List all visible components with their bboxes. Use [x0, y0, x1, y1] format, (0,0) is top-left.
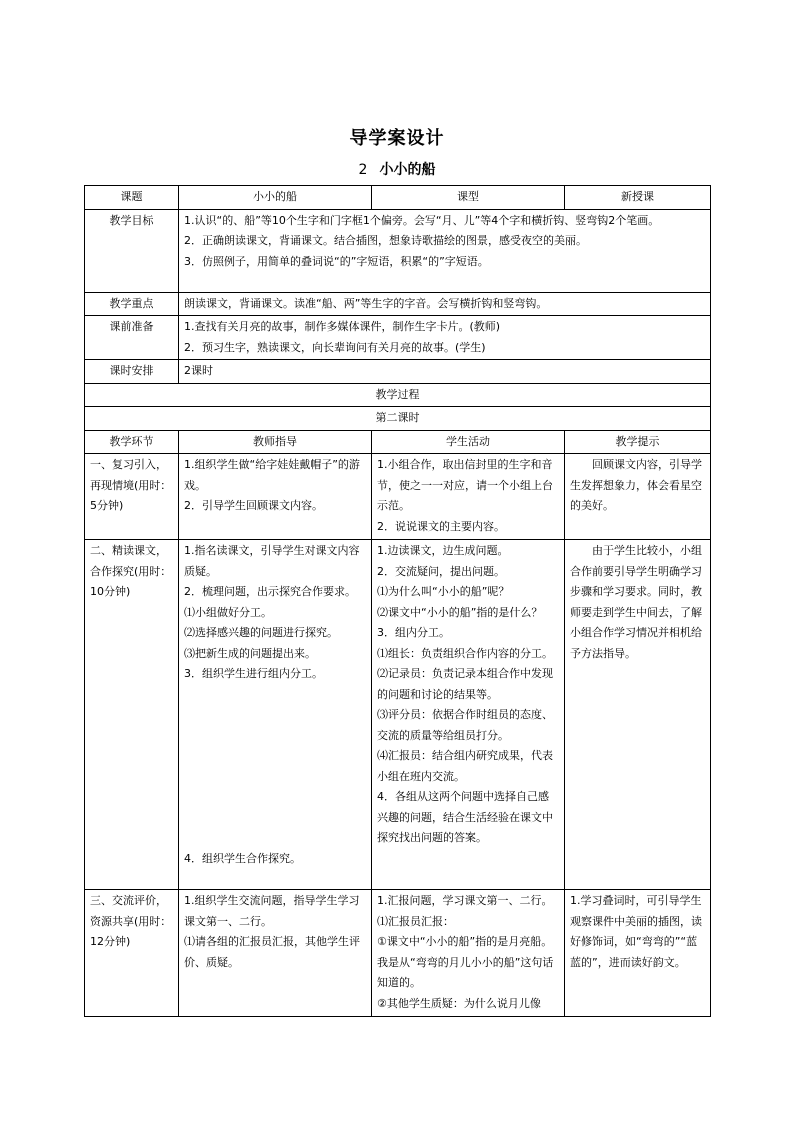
period-row [85, 407, 711, 431]
lesson-heading [0, 159, 794, 179]
goal-item: 3．仿照例子，用简单的叠词说“的”字短语，积累“的”字短语。 [184, 254, 489, 268]
student-cell [372, 890, 565, 1017]
process-title-row [85, 383, 711, 407]
teacher-item: 4．组织学生合作探究。 [184, 851, 301, 865]
student-item: 4．各组从这两个问题中选择自己感兴趣的问题，结合生活经验在课文中探究找出问题的答案。 [377, 790, 553, 844]
teacher-item: ⑴请各组的汇报员汇报，其他学生评价、质疑。 [184, 935, 360, 969]
student-item: ⑴汇报员汇报： [377, 914, 454, 928]
student-item: ⑵课文中“小小的船”指的是什么？ [377, 605, 543, 619]
prep-cell [179, 316, 711, 360]
student-item: ②其他学生质疑：为什么说月儿像 [377, 996, 541, 1010]
teacher-item: ⑶把新生成的问题提出来。 [184, 646, 316, 660]
stage-row-explore [85, 540, 711, 890]
spacer [184, 767, 366, 849]
stage-row-share [85, 890, 711, 1017]
process-header-row [85, 430, 711, 454]
student-item: 2．说说课文的主要内容。 [377, 519, 505, 533]
lesson-number: 2 [358, 162, 368, 178]
student-cell [372, 540, 565, 890]
teacher-cell [179, 540, 372, 890]
type-value: 新授课 [565, 186, 711, 210]
stage-label: 三、交流评价，资源共享(用时：12分钟) [85, 890, 179, 1017]
lesson-plan-table [84, 185, 711, 1017]
goals-label: 教学目标 [85, 209, 179, 292]
topic-value: 小小的船 [179, 186, 372, 210]
teacher-item: ⑵选择感兴趣的问题进行探究。 [184, 626, 338, 639]
hint-cell: 1.学习叠词时，可引导学生观察课件中美丽的插图，读好修饰词，如“弯弯的”“蓝蓝的”，进而读好韵文。 [565, 890, 711, 1017]
student-item: ①课文中“小小的船”指的是月亮船。我是从“弯弯的月儿小小的船”这句话知道的。 [377, 935, 554, 989]
teacher-cell [179, 454, 372, 540]
process-title: 教学过程 [85, 383, 711, 407]
student-item: 1.汇报问题，学习课文第一、二行。 [377, 894, 553, 907]
student-item: ⑴组长：负责组织合作内容的分工。 [377, 646, 553, 660]
period-label: 第二课时 [85, 407, 711, 431]
type-label: 课型 [372, 186, 565, 210]
stage-label: 二、精读课文，合作探究(用时：10分钟) [85, 540, 179, 890]
student-item: 1.小组合作，取出信封里的生字和音节，使之一一对应，请一个小组上台示范。 [377, 458, 553, 512]
teacher-item: 1.组织学生交流问题，指导学生学习课文第一、二行。 [184, 894, 360, 928]
schedule-row [85, 360, 711, 384]
goal-item: 1.认识“的、船”等10个生字和门字框1个偏旁。会写“月、儿”等4个字和横折钩、竖弯钩2个笔画。 [184, 213, 660, 227]
prep-label: 课前准备 [85, 316, 179, 360]
teacher-item: ⑴小组做好分工。 [184, 605, 272, 619]
key-label: 教学重点 [85, 292, 179, 316]
hint-cell: 由于学生比较小，小组合作前要引导学生明确学习步骤和学习要求。同时，教师要走到学生中间去，了解小组合作学习情况并相机给予方法指导。 [565, 540, 711, 890]
key-value: 朗读课文，背诵课文。读准“船、两”等生字的字音。会写横折钩和竖弯钩。 [179, 292, 711, 316]
goals-row [85, 209, 711, 292]
teacher-item: 2．梳理问题，出示探究合作要求。 [184, 585, 356, 598]
student-item: ⑶评分员：依据合作时组员的态度、交流的质量等给组员打分。 [377, 708, 553, 742]
student-item: 1.边读课文，边生成问题。 [377, 544, 509, 557]
teacher-cell [179, 890, 372, 1017]
student-item: 3．组内分工。 [377, 626, 450, 639]
hint-cell: 回顾课文内容，引导学生发挥想象力，体会看星空的美好。 [565, 454, 711, 540]
key-row [85, 292, 711, 316]
goals-cell [179, 209, 711, 292]
student-item: ⑷汇报员：结合组内研究成果，代表小组在班内交流。 [377, 749, 553, 783]
student-item: ⑴为什么叫“小小的船”呢？ [377, 585, 510, 598]
prep-item: 1.查找有关月亮的故事，制作多媒体课件，制作生字卡片。(教师) [184, 320, 501, 333]
teacher-item: 3．组织学生进行组内分工。 [184, 667, 323, 680]
spacer [184, 685, 366, 767]
header-student: 学生活动 [372, 430, 565, 454]
teacher-item: 1.组织学生做“给字娃娃戴帽子”的游戏。 [184, 458, 360, 492]
prep-row [85, 316, 711, 360]
goal-item: 2．正确朗读课文，背诵课文。结合插图，想象诗歌描绘的图景，感受夜空的美丽。 [184, 234, 587, 247]
document-title: 导学案设计 [349, 128, 445, 149]
stage-label: 一、复习引入，再现情境(用时：5分钟) [85, 454, 179, 540]
header-hint: 教学提示 [565, 430, 711, 454]
student-cell [372, 454, 565, 540]
teacher-item: 2．引导学生回顾课文内容。 [184, 499, 323, 512]
header-teacher: 教师指导 [179, 430, 372, 454]
stage-row-review [85, 454, 711, 540]
student-item: 2．交流疑问，提出问题。 [377, 564, 505, 578]
schedule-label: 课时安排 [85, 360, 179, 384]
topic-row [85, 186, 711, 210]
topic-label: 课题 [85, 186, 179, 210]
student-item: ⑵记录员：负责记录本组合作中发现的问题和讨论的结果等。 [377, 667, 553, 701]
header-stage: 教学环节 [85, 430, 179, 454]
lesson-title: 小小的船 [379, 162, 436, 178]
prep-item: 2．预习生字，熟读课文，向长辈询问有关月亮的故事。(学生) [184, 340, 486, 354]
teacher-item: 1.指名读课文，引导学生对课文内容质疑。 [184, 544, 360, 578]
schedule-value: 2课时 [179, 360, 711, 384]
